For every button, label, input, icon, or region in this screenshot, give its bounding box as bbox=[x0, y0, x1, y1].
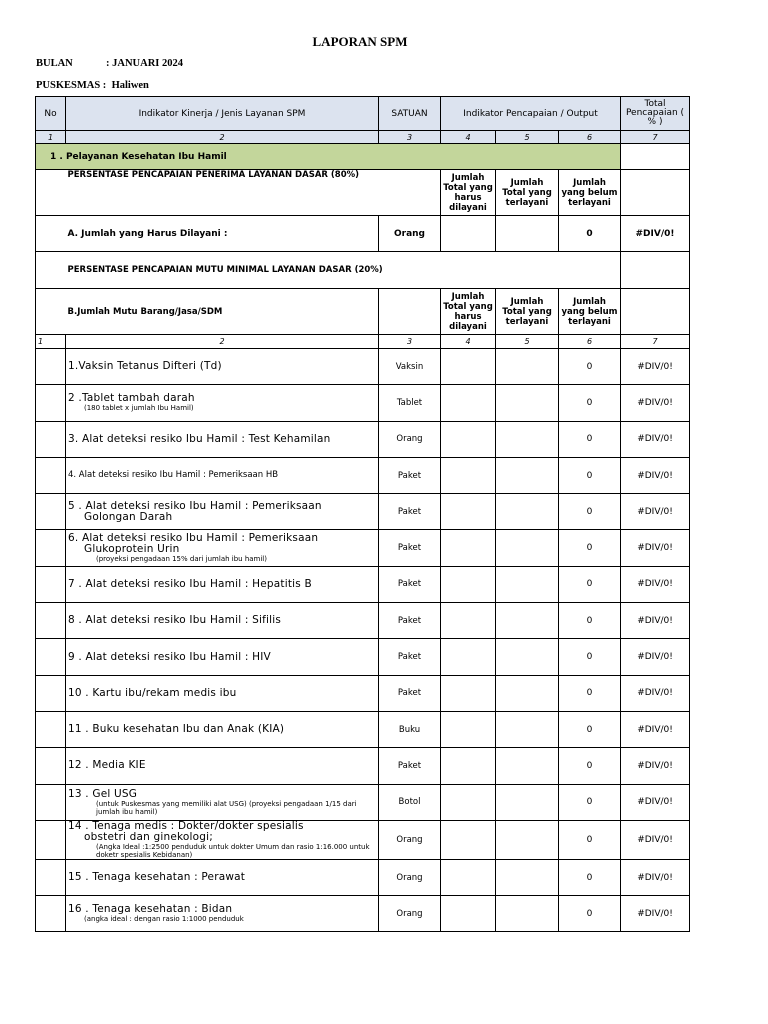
item-title: 9 . Alat deteksi resiko Ibu Hamil : HIV bbox=[68, 650, 271, 663]
empty-cell bbox=[36, 675, 66, 711]
item-label bbox=[66, 494, 379, 530]
item-label bbox=[66, 457, 379, 493]
col-num: 6 bbox=[559, 335, 621, 349]
bulan-value: : JANUARI 2024 bbox=[106, 58, 183, 69]
column-number-row-2 bbox=[36, 335, 690, 349]
item-label bbox=[66, 820, 379, 859]
item-row bbox=[36, 603, 690, 639]
item-unit: Orang bbox=[379, 896, 441, 932]
empty-cell bbox=[496, 859, 559, 895]
item-total: #DIV/0! bbox=[621, 349, 690, 385]
item-value: 0 bbox=[559, 603, 621, 639]
section-title: 1 . Pelayanan Kesehatan Ibu Hamil bbox=[36, 144, 621, 170]
item-value: 0 bbox=[559, 748, 621, 784]
item-total: #DIV/0! bbox=[621, 675, 690, 711]
item-value: 0 bbox=[559, 820, 621, 859]
item-unit: Orang bbox=[379, 421, 441, 457]
item-value: 0 bbox=[559, 566, 621, 602]
empty-cell bbox=[36, 748, 66, 784]
item-label bbox=[66, 349, 379, 385]
bulan-label: BULAN bbox=[36, 58, 73, 69]
header-satuan: SATUAN bbox=[379, 97, 441, 131]
item-total: #DIV/0! bbox=[621, 820, 690, 859]
block-a-col6: Jumlah yang belum terlayani bbox=[559, 170, 621, 216]
header-pencapaian: Indikator Pencapaian / Output bbox=[441, 97, 621, 131]
item-row bbox=[36, 421, 690, 457]
item-value: 0 bbox=[559, 421, 621, 457]
empty-cell bbox=[441, 421, 496, 457]
empty-cell bbox=[441, 748, 496, 784]
item-unit: Paket bbox=[379, 748, 441, 784]
empty-cell bbox=[36, 457, 66, 493]
section-row bbox=[36, 144, 690, 170]
item-title: 4. Alat deteksi resiko Ibu Hamil : Pemeriksaan HB bbox=[68, 470, 279, 481]
block-b-col6: Jumlah yang belum terlayani bbox=[559, 289, 621, 335]
item-title: 1.Vaksin Tetanus Difteri (Td) bbox=[68, 360, 222, 373]
item-title: 10 . Kartu ibu/rekam medis ibu bbox=[68, 686, 237, 699]
header-total: Total Pencapaian ( % ) bbox=[621, 97, 690, 131]
item-unit: Paket bbox=[379, 566, 441, 602]
empty-cell bbox=[36, 385, 66, 421]
empty-cell bbox=[496, 216, 559, 252]
puskesmas-value: Haliwen bbox=[111, 80, 149, 91]
item-row bbox=[36, 748, 690, 784]
item-total: #DIV/0! bbox=[621, 784, 690, 820]
empty-cell bbox=[36, 639, 66, 675]
empty-cell bbox=[379, 289, 441, 335]
item-label bbox=[66, 711, 379, 747]
item-label bbox=[66, 748, 379, 784]
item-label bbox=[66, 421, 379, 457]
block-a-col5: Jumlah Total yang terlayani bbox=[496, 170, 559, 216]
empty-cell bbox=[496, 349, 559, 385]
empty-cell bbox=[36, 289, 66, 335]
empty-cell bbox=[496, 530, 559, 566]
empty-cell bbox=[441, 603, 496, 639]
item-title: 2 .Tablet tambah darah bbox=[68, 392, 195, 405]
item-row bbox=[36, 820, 690, 859]
empty-cell bbox=[36, 349, 66, 385]
block-b-col4: Jumlah Total yang harus dilayani bbox=[441, 289, 496, 335]
block-a-heading-row bbox=[36, 170, 690, 216]
item-total: #DIV/0! bbox=[621, 603, 690, 639]
block-a-row bbox=[36, 216, 690, 252]
block-b-label: B.Jumlah Mutu Barang/Jasa/SDM bbox=[66, 289, 379, 335]
item-total: #DIV/0! bbox=[621, 566, 690, 602]
empty-cell bbox=[36, 494, 66, 530]
item-value: 0 bbox=[559, 385, 621, 421]
item-row bbox=[36, 494, 690, 530]
item-unit: Paket bbox=[379, 494, 441, 530]
empty-cell bbox=[621, 252, 690, 289]
item-row bbox=[36, 566, 690, 602]
empty-cell bbox=[441, 639, 496, 675]
puskesmas-label: PUSKESMAS : bbox=[36, 80, 107, 91]
col-num: 4 bbox=[441, 335, 496, 349]
col-num: 2 bbox=[66, 131, 379, 144]
item-value: 0 bbox=[559, 639, 621, 675]
empty-cell bbox=[36, 859, 66, 895]
empty-cell bbox=[441, 711, 496, 747]
item-title-cont: Golongan Darah bbox=[84, 510, 173, 523]
block-a-heading: PERSENTASE PENCAPAIAN PENERIMA LAYANAN DASAR (80%) bbox=[66, 170, 441, 216]
empty-cell bbox=[441, 216, 496, 252]
item-total: #DIV/0! bbox=[621, 385, 690, 421]
block-b-row bbox=[36, 289, 690, 335]
item-row bbox=[36, 349, 690, 385]
col-num: 7 bbox=[621, 131, 690, 144]
item-unit: Orang bbox=[379, 820, 441, 859]
item-label bbox=[66, 675, 379, 711]
block-b-heading-row bbox=[36, 252, 690, 289]
item-title: 15 . Tenaga kesehatan : Perawat bbox=[68, 871, 246, 883]
empty-cell bbox=[36, 530, 66, 566]
item-total: #DIV/0! bbox=[621, 859, 690, 895]
item-value: 0 bbox=[559, 457, 621, 493]
item-unit: Botol bbox=[379, 784, 441, 820]
header-no: No bbox=[36, 97, 66, 131]
item-unit: Paket bbox=[379, 530, 441, 566]
empty-cell bbox=[441, 530, 496, 566]
col-num: 1 bbox=[36, 131, 66, 144]
item-unit: Orang bbox=[379, 859, 441, 895]
col-num: 2 bbox=[66, 335, 379, 349]
block-a-unit: Orang bbox=[379, 216, 441, 252]
empty-cell bbox=[621, 289, 690, 335]
item-title: 12 . Media KIE bbox=[68, 759, 146, 772]
item-label bbox=[66, 784, 379, 820]
item-total: #DIV/0! bbox=[621, 421, 690, 457]
empty-cell bbox=[496, 820, 559, 859]
empty-cell bbox=[496, 603, 559, 639]
empty-cell bbox=[496, 639, 559, 675]
item-value: 0 bbox=[559, 784, 621, 820]
item-row bbox=[36, 530, 690, 566]
item-total: #DIV/0! bbox=[621, 748, 690, 784]
item-title: 13 . Gel USG bbox=[68, 787, 138, 800]
page-title: LAPORAN SPM bbox=[312, 34, 408, 49]
item-note: (angka ideal : dengan rasio 1:1000 penduduk bbox=[84, 915, 244, 924]
header-indikator: Indikator Kinerja / Jenis Layanan SPM bbox=[66, 97, 379, 131]
empty-cell bbox=[441, 859, 496, 895]
empty-cell bbox=[36, 421, 66, 457]
item-unit: Paket bbox=[379, 457, 441, 493]
item-title: 5 . Alat deteksi resiko Ibu Hamil : Pemeriksaan bbox=[68, 499, 322, 512]
item-title-cont: Glukoprotein Urin bbox=[84, 543, 180, 556]
empty-cell bbox=[496, 711, 559, 747]
item-label bbox=[66, 603, 379, 639]
section-empty bbox=[621, 144, 690, 170]
col-num: 6 bbox=[559, 131, 621, 144]
empty-cell bbox=[36, 711, 66, 747]
col-num: 7 bbox=[621, 335, 690, 349]
item-title-cont: obstetri dan ginekologi; bbox=[84, 830, 214, 843]
empty-cell bbox=[441, 820, 496, 859]
empty-cell bbox=[496, 385, 559, 421]
empty-cell bbox=[36, 216, 66, 252]
item-title: 3. Alat deteksi resiko Ibu Hamil : Test Kehamilan bbox=[68, 432, 331, 445]
item-unit: Tablet bbox=[379, 385, 441, 421]
empty-cell bbox=[36, 784, 66, 820]
item-value: 0 bbox=[559, 530, 621, 566]
empty-cell bbox=[441, 349, 496, 385]
empty-cell bbox=[441, 457, 496, 493]
item-unit: Paket bbox=[379, 639, 441, 675]
item-row bbox=[36, 457, 690, 493]
item-title: 7 . Alat deteksi resiko Ibu Hamil : Hepatitis B bbox=[68, 577, 312, 590]
item-label bbox=[66, 385, 379, 421]
item-total: #DIV/0! bbox=[621, 639, 690, 675]
item-note: (proyeksi pengadaan 15% dari jumlah ibu hamil) bbox=[96, 555, 267, 564]
item-label bbox=[66, 896, 379, 932]
block-a-label: A. Jumlah yang Harus Dilayani : bbox=[66, 216, 379, 252]
block-b-heading: PERSENTASE PENCAPAIAN MUTU MINIMAL LAYANAN DASAR (20%) bbox=[66, 252, 621, 289]
empty-cell bbox=[36, 566, 66, 602]
item-total: #DIV/0! bbox=[621, 494, 690, 530]
item-title: 16 . Tenaga kesehatan : Bidan bbox=[68, 903, 233, 916]
empty-cell bbox=[36, 252, 66, 289]
item-row bbox=[36, 896, 690, 932]
empty-cell bbox=[496, 748, 559, 784]
item-total: #DIV/0! bbox=[621, 457, 690, 493]
item-total: #DIV/0! bbox=[621, 530, 690, 566]
item-row bbox=[36, 711, 690, 747]
puskesmas-line bbox=[36, 80, 149, 91]
empty-cell bbox=[441, 896, 496, 932]
column-number-row bbox=[36, 131, 690, 144]
item-label bbox=[66, 639, 379, 675]
col-num: 5 bbox=[496, 131, 559, 144]
item-value: 0 bbox=[559, 349, 621, 385]
item-row bbox=[36, 784, 690, 820]
empty-cell bbox=[36, 603, 66, 639]
spm-table bbox=[35, 96, 690, 932]
empty-cell bbox=[441, 675, 496, 711]
item-note: (untuk Puskesmas yang memiliki alat USG) (proyeksi pengadaan 1/15 dari jumlah ibu hamil) bbox=[96, 799, 357, 816]
empty-cell bbox=[496, 896, 559, 932]
item-title: 14 . Tenaga medis : Dokter/dokter spesialis bbox=[68, 820, 304, 832]
empty-cell bbox=[36, 896, 66, 932]
empty-cell bbox=[496, 566, 559, 602]
col-num: 4 bbox=[441, 131, 496, 144]
item-value: 0 bbox=[559, 711, 621, 747]
block-a-col4: Jumlah Total yang harus dilayani bbox=[441, 170, 496, 216]
item-row bbox=[36, 385, 690, 421]
item-row bbox=[36, 859, 690, 895]
empty-cell bbox=[496, 457, 559, 493]
empty-cell bbox=[441, 784, 496, 820]
item-row bbox=[36, 675, 690, 711]
item-title: 11 . Buku kesehatan Ibu dan Anak (KIA) bbox=[68, 723, 285, 736]
empty-cell bbox=[621, 170, 690, 216]
empty-cell bbox=[496, 675, 559, 711]
item-value: 0 bbox=[559, 675, 621, 711]
col-num: 3 bbox=[379, 335, 441, 349]
block-b-col5: Jumlah Total yang terlayani bbox=[496, 289, 559, 335]
item-total: #DIV/0! bbox=[621, 711, 690, 747]
item-label bbox=[66, 859, 379, 895]
item-unit: Vaksin bbox=[379, 349, 441, 385]
item-value: 0 bbox=[559, 494, 621, 530]
empty-cell bbox=[441, 494, 496, 530]
empty-cell bbox=[441, 566, 496, 602]
header-row bbox=[36, 97, 690, 131]
empty-cell bbox=[36, 820, 66, 859]
empty-cell bbox=[441, 385, 496, 421]
item-note: (Angka Ideal :1:2500 penduduk untuk dokter Umum dan rasio 1:16.000 untuk doketr spesialis Kebidanan) bbox=[96, 842, 370, 859]
item-title: 8 . Alat deteksi resiko Ibu Hamil : Sifilis bbox=[68, 614, 282, 627]
item-title: 6. Alat deteksi resiko Ibu Hamil : Pemeriksaan bbox=[68, 532, 319, 545]
block-a-value: 0 bbox=[559, 216, 621, 252]
item-value: 0 bbox=[559, 896, 621, 932]
col-num: 3 bbox=[379, 131, 441, 144]
item-label bbox=[66, 530, 379, 566]
empty-cell bbox=[36, 170, 66, 216]
block-a-total: #DIV/0! bbox=[621, 216, 690, 252]
empty-cell bbox=[496, 494, 559, 530]
bulan-line bbox=[36, 58, 183, 69]
item-label bbox=[66, 566, 379, 602]
empty-cell bbox=[496, 421, 559, 457]
item-unit: Paket bbox=[379, 675, 441, 711]
item-value: 0 bbox=[559, 859, 621, 895]
item-unit: Buku bbox=[379, 711, 441, 747]
item-row bbox=[36, 639, 690, 675]
col-num: 5 bbox=[496, 335, 559, 349]
item-note: (180 tablet x jumlah Ibu Hamil) bbox=[84, 404, 194, 413]
item-unit: Paket bbox=[379, 603, 441, 639]
empty-cell bbox=[496, 784, 559, 820]
col-num: 1 bbox=[36, 335, 66, 349]
item-total: #DIV/0! bbox=[621, 896, 690, 932]
